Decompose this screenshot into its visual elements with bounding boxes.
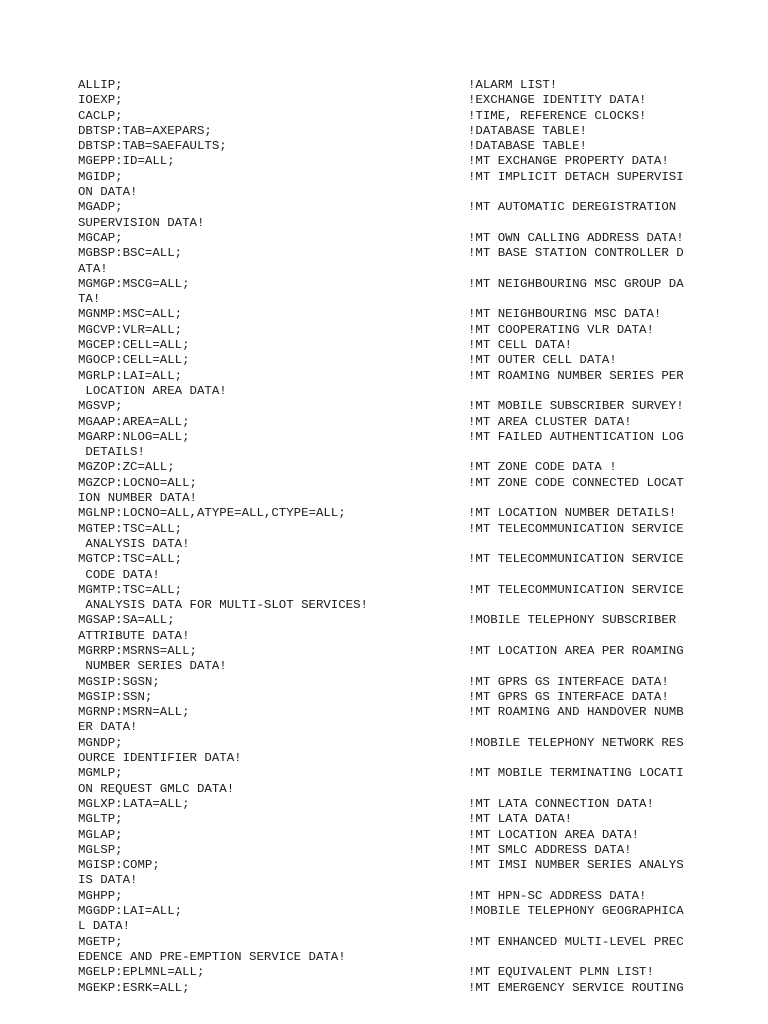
- comment-text: !MT MOBILE SUBSCRIBER SURVEY!: [468, 399, 684, 414]
- command-text: MGNDP;: [78, 735, 123, 750]
- command-line: [78, 613, 718, 628]
- command-text: MGSVP;: [78, 399, 123, 414]
- comment-text: !MT ROAMING NUMBER SERIES PER: [468, 368, 684, 383]
- command-text: MGLXP:LATA=ALL;: [78, 796, 190, 811]
- continuation-line: [78, 292, 718, 307]
- comment-text: !MT GPRS GS INTERFACE DATA!: [468, 674, 669, 689]
- continuation-line: [78, 445, 718, 460]
- command-line: [78, 705, 718, 720]
- continuation-line: [78, 659, 718, 674]
- command-line: [78, 965, 718, 980]
- continuation-text: ER DATA!: [78, 720, 138, 735]
- comment-text: !MOBILE TELEPHONY NETWORK RES: [468, 735, 684, 750]
- comment-text: !MT GPRS GS INTERFACE DATA!: [468, 689, 669, 704]
- command-text: MGSIP:SSN;: [78, 689, 153, 704]
- command-line: [78, 828, 718, 843]
- command-line: [78, 583, 718, 598]
- continuation-line: [78, 568, 718, 583]
- command-text: MGELP:EPLMNL=ALL;: [78, 965, 205, 980]
- continuation-text: ON DATA!: [78, 185, 138, 200]
- comment-text: !MT SMLC ADDRESS DATA!: [468, 842, 632, 857]
- comment-text: !DATABASE TABLE!: [468, 123, 587, 138]
- command-text: MGISP:COMP;: [78, 858, 160, 873]
- command-text: MGCAP;: [78, 230, 123, 245]
- continuation-line: [78, 919, 718, 934]
- comment-text: !MT IMSI NUMBER SERIES ANALYS: [468, 858, 684, 873]
- continuation-line: [78, 720, 718, 735]
- command-text: MGTEP:TSC=ALL;: [78, 521, 183, 536]
- comment-text: !MT EMERGENCY SERVICE ROUTING: [468, 980, 684, 995]
- command-line: [78, 415, 718, 430]
- comment-text: !MOBILE TELEPHONY SUBSCRIBER: [468, 613, 677, 628]
- command-line: [78, 399, 718, 414]
- command-line: [78, 506, 718, 521]
- comment-text: !MT EXCHANGE PROPERTY DATA!: [468, 154, 669, 169]
- command-text: MGLTP;: [78, 812, 123, 827]
- continuation-line: [78, 262, 718, 277]
- comment-text: !TIME, REFERENCE CLOCKS!: [468, 108, 647, 123]
- continuation-line: [78, 873, 718, 888]
- command-line: [78, 843, 718, 858]
- continuation-line: [78, 185, 718, 200]
- comment-text: !MT LATA CONNECTION DATA!: [468, 796, 654, 811]
- command-line: [78, 858, 718, 873]
- command-text: MGRNP:MSRN=ALL;: [78, 705, 190, 720]
- command-text: MGTCP:TSC=ALL;: [78, 552, 183, 567]
- comment-text: !MT OUTER CELL DATA!: [468, 353, 617, 368]
- command-line: [78, 93, 718, 108]
- continuation-text: L DATA!: [78, 919, 131, 934]
- continuation-text: ATTRIBUTE DATA!: [78, 628, 190, 643]
- command-text: MGMTP:TSC=ALL;: [78, 582, 183, 597]
- continuation-line: [78, 782, 718, 797]
- continuation-line: [78, 491, 718, 506]
- command-text: DBTSP:TAB=AXEPARS;: [78, 123, 212, 138]
- continuation-text: CODE DATA!: [78, 567, 160, 582]
- command-text: MGIDP;: [78, 169, 123, 184]
- continuation-text: EDENCE AND PRE-EMPTION SERVICE DATA!: [78, 949, 346, 964]
- continuation-text: ION NUMBER DATA!: [78, 491, 197, 506]
- comment-text: !MT ZONE CODE DATA !: [468, 460, 617, 475]
- comment-text: !MT FAILED AUTHENTICATION LOG: [468, 429, 684, 444]
- comment-text: !MT TELECOMMUNICATION SERVICE: [468, 552, 684, 567]
- comment-text: !MT TELECOMMUNICATION SERVICE: [468, 582, 684, 597]
- command-line: [78, 323, 718, 338]
- command-text: MGMGP:MSCG=ALL;: [78, 276, 190, 291]
- command-line: [78, 200, 718, 215]
- continuation-line: [78, 384, 718, 399]
- command-text: DBTSP:TAB=SAEFAULTS;: [78, 139, 227, 154]
- command-line: [78, 277, 718, 292]
- command-text: MGARP:NLOG=ALL;: [78, 429, 190, 444]
- continuation-text: NUMBER SERIES DATA!: [78, 659, 227, 674]
- command-text: MGEKP:ESRK=ALL;: [78, 980, 190, 995]
- command-line: [78, 369, 718, 384]
- command-line: [78, 644, 718, 659]
- comment-text: !MT EQUIVALENT PLMN LIST!: [468, 965, 654, 980]
- comment-text: !MT NEIGHBOURING MSC GROUP DA: [468, 276, 684, 291]
- command-text: MGZOP:ZC=ALL;: [78, 460, 175, 475]
- command-line: [78, 935, 718, 950]
- continuation-text: OURCE IDENTIFIER DATA!: [78, 751, 242, 766]
- comment-text: !DATABASE TABLE!: [468, 139, 587, 154]
- command-text: MGLAP;: [78, 827, 123, 842]
- command-listing: [78, 78, 718, 996]
- continuation-text: ANALYSIS DATA!: [78, 536, 190, 551]
- command-text: MGGDP:LAI=ALL;: [78, 904, 183, 919]
- command-line: [78, 476, 718, 491]
- command-line: [78, 522, 718, 537]
- continuation-line: [78, 216, 718, 231]
- continuation-text: TA!: [78, 292, 101, 307]
- continuation-line: [78, 629, 718, 644]
- comment-text: !MT COOPERATING VLR DATA!: [468, 322, 654, 337]
- command-text: MGADP;: [78, 200, 123, 215]
- command-text: MGEPP:ID=ALL;: [78, 154, 175, 169]
- comment-text: !MT NEIGHBOURING MSC DATA!: [468, 307, 662, 322]
- command-text: MGCEP:CELL=ALL;: [78, 338, 190, 353]
- comment-text: !MOBILE TELEPHONY GEOGRAPHICA: [468, 904, 684, 919]
- comment-text: !MT ENHANCED MULTI-LEVEL PREC: [468, 934, 684, 949]
- command-line: [78, 139, 718, 154]
- comment-text: !MT TELECOMMUNICATION SERVICE: [468, 521, 684, 536]
- command-line: [78, 246, 718, 261]
- command-text: MGRLP:LAI=ALL;: [78, 368, 183, 383]
- command-line: [78, 338, 718, 353]
- command-text: MGSAP:SA=ALL;: [78, 613, 175, 628]
- command-line: [78, 460, 718, 475]
- continuation-text: ATA!: [78, 261, 108, 276]
- comment-text: !MT AUTOMATIC DEREGISTRATION: [468, 200, 677, 215]
- comment-text: !MT LOCATION AREA DATA!: [468, 827, 640, 842]
- comment-text: !MT LOCATION AREA PER ROAMING: [468, 643, 684, 658]
- command-text: MGAAP:AREA=ALL;: [78, 414, 190, 429]
- continuation-text: LOCATION AREA DATA!: [78, 383, 227, 398]
- continuation-text: DETAILS!: [78, 445, 145, 460]
- command-text: MGBSP:BSC=ALL;: [78, 246, 183, 261]
- comment-text: !MT MOBILE TERMINATING LOCATI: [468, 766, 684, 781]
- comment-text: !MT HPN-SC ADDRESS DATA!: [468, 888, 647, 903]
- command-line: [78, 231, 718, 246]
- command-text: MGLSP;: [78, 842, 123, 857]
- command-line: [78, 353, 718, 368]
- comment-text: !MT ROAMING AND HANDOVER NUMB: [468, 705, 684, 720]
- command-text: CACLP;: [78, 108, 123, 123]
- continuation-line: [78, 537, 718, 552]
- command-text: MGCVP:VLR=ALL;: [78, 322, 183, 337]
- command-line: [78, 430, 718, 445]
- continuation-text: IS DATA!: [78, 873, 138, 888]
- command-text: MGLNP:LOCNO=ALL,ATYPE=ALL,CTYPE=ALL;: [78, 506, 346, 521]
- command-line: [78, 109, 718, 124]
- continuation-text: ANALYSIS DATA FOR MULTI-SLOT SERVICES!: [78, 598, 368, 613]
- continuation-text: ON REQUEST GMLC DATA!: [78, 781, 235, 796]
- command-text: MGHPP;: [78, 888, 123, 903]
- continuation-line: [78, 751, 718, 766]
- command-text: ALLIP;: [78, 78, 123, 92]
- command-line: [78, 812, 718, 827]
- command-text: MGRRP:MSRNS=ALL;: [78, 643, 197, 658]
- command-text: MGMLP;: [78, 766, 123, 781]
- command-text: MGETP;: [78, 934, 123, 949]
- command-text: IOEXP;: [78, 93, 123, 108]
- command-line: [78, 736, 718, 751]
- comment-text: !MT CELL DATA!: [468, 338, 573, 353]
- command-text: MGSIP:SGSN;: [78, 674, 160, 689]
- comment-text: !MT LOCATION NUMBER DETAILS!: [468, 506, 677, 521]
- command-text: MGNMP:MSC=ALL;: [78, 307, 183, 322]
- command-line: [78, 124, 718, 139]
- comment-text: !MT LATA DATA!: [468, 812, 573, 827]
- comment-text: !MT OWN CALLING ADDRESS DATA!: [468, 230, 684, 245]
- comment-text: !EXCHANGE IDENTITY DATA!: [468, 93, 647, 108]
- command-text: MGZCP:LOCNO=ALL;: [78, 475, 197, 490]
- comment-text: !MT BASE STATION CONTROLLER D: [468, 246, 684, 261]
- command-line: [78, 690, 718, 705]
- command-line: [78, 170, 718, 185]
- command-text: MGOCP:CELL=ALL;: [78, 353, 190, 368]
- command-line: [78, 154, 718, 169]
- comment-text: !MT AREA CLUSTER DATA!: [468, 414, 632, 429]
- comment-text: !MT ZONE CODE CONNECTED LOCAT: [468, 475, 684, 490]
- command-line: [78, 307, 718, 322]
- command-line: [78, 889, 718, 904]
- command-line: [78, 766, 718, 781]
- continuation-line: [78, 598, 718, 613]
- command-line: [78, 797, 718, 812]
- command-line: [78, 675, 718, 690]
- command-line: [78, 904, 718, 919]
- command-line: [78, 552, 718, 567]
- command-line: [78, 78, 718, 93]
- continuation-text: SUPERVISION DATA!: [78, 215, 205, 230]
- continuation-line: [78, 950, 718, 965]
- comment-text: !MT IMPLICIT DETACH SUPERVISI: [468, 169, 684, 184]
- command-line: [78, 981, 718, 996]
- comment-text: !ALARM LIST!: [468, 78, 558, 92]
